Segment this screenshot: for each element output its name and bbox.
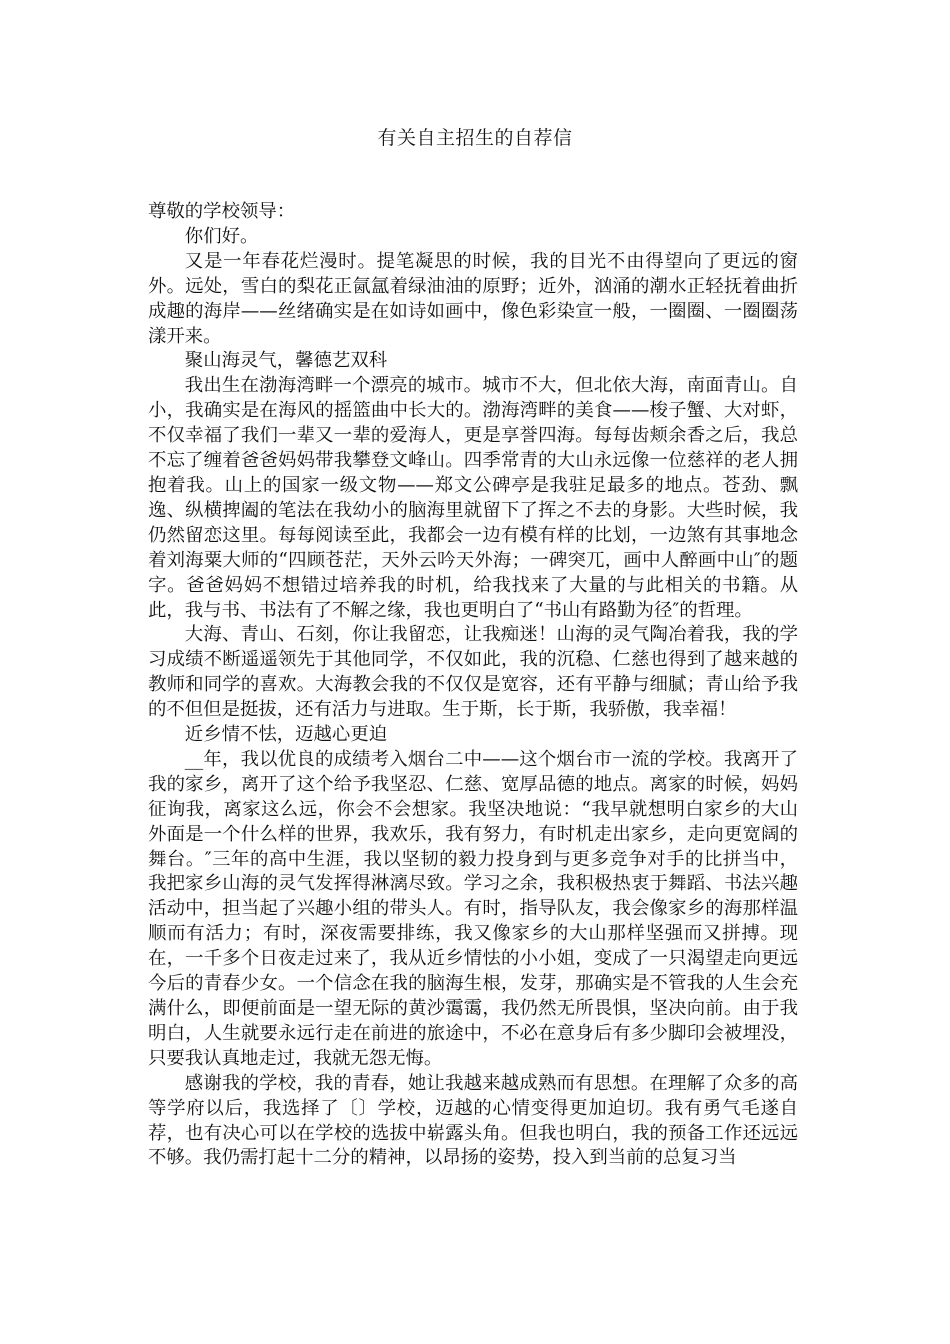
paragraph-intro: 又是一年春花烂漫时。提笔凝思的时候，我的目光不由得望向了更远的窗外。远处，雪白的梨花正氤氲着绿油油的原野；近外，汹涌的潮水正轻抚着曲折成趣的海岸——丝绪确实是在如诗如画中，像色彩染宣一般，一圈圈、一圈圈荡漾开来。 (148, 250, 798, 347)
section-heading-1: 聚山海灵气，馨德艺双科 (184, 350, 388, 372)
paragraph-inspiration: 大海、青山、石刻，你让我留恋，让我痴迷！山海的灵气陶冶着我，我的学习成绩不断遥遥领先于其他同学，不仅如此，我的沉稳、仁慈也得到了越来越的教师和同学的喜欢。大海教会我的不仅仅是宽容，还有平静与细腻；青山给予我的不但但是挺拔，还有活力与进取。生于斯，长于斯，我骄傲，我幸福！ (148, 624, 798, 721)
salutation: 尊敬的学校领导： (148, 201, 296, 222)
paragraph-greeting: 你们好。 (184, 225, 259, 247)
letter-body (148, 200, 798, 1171)
paragraph-gratitude: 感谢我的学校，我的青春，她让我越来越成熟而有思想。在理解了众多的高等学府以后，我选择了〔〕学校，迈越的心情变得更加迫切。我有勇气毛遂自荐，也有决心可以在学校的选拔中崭露头角。但我也明白，我的预备工作还远远不够。我仍需打起十二分的精神，以昂扬的姿势，投入到当前的总复习当 (148, 1072, 798, 1169)
section-heading-2: 近乡情不怯，迈越心更迫 (184, 724, 388, 746)
document-title: 有关自主招生的自荐信 (377, 127, 573, 149)
paragraph-high-school: __年，我以优良的成绩考入烟台二中——这个烟台市一流的学校。我离开了我的家乡，离开了这个给予我坚忍、仁慈、宽厚品德的地点。离家的时候，妈妈征询我，离家这么远，你会不会想家。我坚决地说：“我早就想明白家乡的大山外面是一个什么样的世界，我欢乐，我有努力，有时机走出家乡，走向更宽阔的舞台。″三年的高中生涯，我以坚韧的毅力投身到与更多竞争对手的比拼当中，我把家乡山海的灵气发挥得淋漓尽致。学习之余，我积极热衷于舞蹈、书法兴趣活动中，担当起了兴趣小组的带头人。有时，指导队友，我会像家乡的海那样温顺而有活力；有时，深夜需要排练，我又像家乡的大山那样坚强而又拼搏。现在，一千多个日夜走过来了，我从近乡情怯的小小姐，变成了一只渴望走向更远今后的青春少女。一个信念在我的脑海生根，发芽，那确实是不管我的人生会充满什么，即便前面是一望无际的黄沙霭霭，我仍然无所畏惧，坚决向前。由于我明白，人生就要永远行走在前进的旅途中，不必在意身后有多少脚印会被埋没，只要我认真地走过，我就无怨无悔。 (148, 748, 798, 1069)
paragraph-hometown: 我出生在渤海湾畔一个漂亮的城市。城市不大，但北依大海，南面青山。自小，我确实是在海风的摇篮曲中长大的。渤海湾畔的美食——梭子蟹、大对虾，不仅幸福了我们一辈又一辈的爱海人，更是享誉四海。每每齿颊余香之后，我总不忘了缠着爸爸妈妈带我攀登文峰山。四季常青的大山永远像一位慈祥的老人拥抱着我。山上的国家一级文物——郑文公碑亭是我驻足最多的地点。苍劲、飘逸、纵横捭阖的笔法在我幼小的脑海里就留下了挥之不去的身影。大些时候，我仍然留恋这里。每每阅读至此，我都会一边有模有样的比划，一边煞有其事地念着刘海粟大师的“四顾苍茫，天外云吟天外海；一碑突兀，画中人醉画中山″的题字。爸爸妈妈不想错过培养我的时机，给我找来了大量的与此相关的书籍。从此，我与书、书法有了不解之缘，我也更明白了“书山有路勤为径″的哲理。 (148, 375, 798, 621)
